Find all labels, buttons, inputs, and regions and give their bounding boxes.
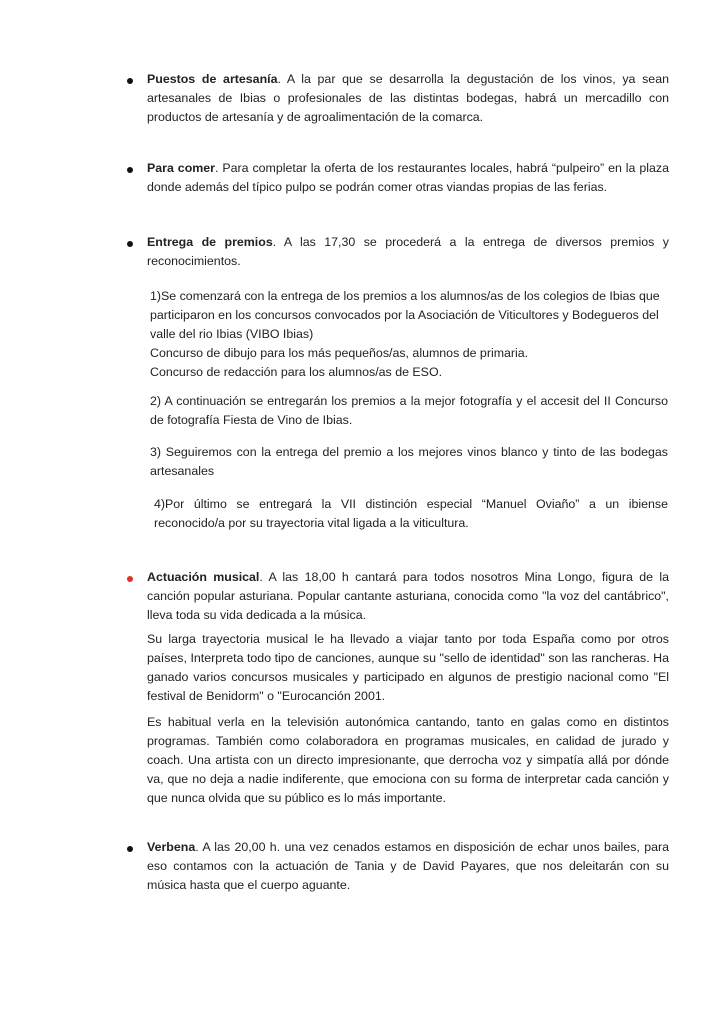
bullet-point	[127, 167, 133, 173]
actuacion-paragraph: Es habitual verla en la televisión autonómica cantando, tanto en galas como en distintos programas. También como colaboradora en programas musicales, en calidad de jurado y coach. Una artista con un directo impresionante, que derrocha voz y simpatía allá por dónde va, que no deja a nadie indiferente, que emociona con su forma de interpretar cada canción y que nunca olvida que su público es lo más importante.	[147, 715, 669, 805]
list-item-artesania	[147, 70, 669, 127]
item-body: . A las 17,30 se procederá a la entrega de diversos premios y reconocimientos.	[147, 235, 669, 268]
bullet-point	[127, 846, 133, 852]
bullet-point	[127, 78, 133, 84]
list-item-premios	[147, 233, 669, 271]
item-term: Verbena	[147, 840, 196, 854]
premios-sub-2: 2) A continuación se entregarán los premios a la mejor fotografía y el accesit del II Concurso de fotografía Fiesta de Vino de Ibias.	[150, 394, 668, 427]
item-body: . A la par que se desarrolla la degustación de los vinos, ya sean artesanales de Ibias o profesionales de las distintas bodegas, habrá un mercadillo con productos de artesanía y de agroalimentación de la comarca.	[147, 72, 669, 124]
premios-sub-3: 3) Seguiremos con la entrega del premio a los mejores vinos blanco y tinto de las bodegas artesanales	[150, 445, 668, 478]
list-item-verbena	[147, 838, 669, 895]
item-term: Puestos de artesanía	[147, 72, 278, 86]
sub-line: 1)Se comenzará con la entrega de los premios a los alumnos/as de los colegios de Ibias que participaron en los concursos convocados por la Asociación de Viticultores y Bodegueros del valle del rio Ibias (VIBO Ibias)	[150, 289, 660, 341]
item-term: Entrega de premios	[147, 235, 273, 249]
premios-sub-4: 4)Por último se entregará la VII distinción especial “Manuel Oviaño” a un ibiense reconocido/a por su trayectoria vital ligada a la viticultura.	[154, 497, 668, 530]
item-term: Para comer	[147, 161, 215, 175]
list-item-comer	[147, 159, 669, 197]
item-body: . Para completar la oferta de los restaurantes locales, habrá “pulpeiro” en la plaza donde además del típico pulpo se podrán comer otras viandas propias de las ferias.	[147, 161, 669, 194]
item-term: Actuación musical	[147, 570, 260, 584]
item-body: . A las 20,00 h. una vez cenados estamos en disposición de echar unos bailes, para eso contamos con la actuación de Tania y de David Payares, que nos deleitarán con su música hasta que el cuerpo aguante.	[147, 840, 669, 892]
bullet-point	[127, 576, 133, 582]
sub-line: Concurso de redacción para los alumnos/as de ESO.	[150, 365, 443, 379]
item-body: . A las 18,00 h cantará para todos nosotros Mina Longo, figura de la canción popular asturiana. Popular cantante asturiana, conocida como "la voz del cantábrico", lleva toda su vida dedicada a la música.	[147, 570, 670, 622]
actuacion-paragraph: Su larga trayectoria musical le ha llevado a viajar tanto por toda España como por otros países, Interpreta todo tipo de canciones, aunque su "sello de identidad" son las rancheras. Ha ganado varios concursos musicales y participado en algunos de prestigio nacional como "El festival de Benidorm" o "Eurocanción 2001.	[147, 632, 669, 703]
sub-line: Concurso de dibujo para los más pequeños/as, alumnos de primaria.	[150, 346, 529, 360]
bullet-point	[127, 241, 133, 247]
premios-sub-1	[150, 287, 668, 382]
list-item-actuacion	[147, 568, 669, 625]
